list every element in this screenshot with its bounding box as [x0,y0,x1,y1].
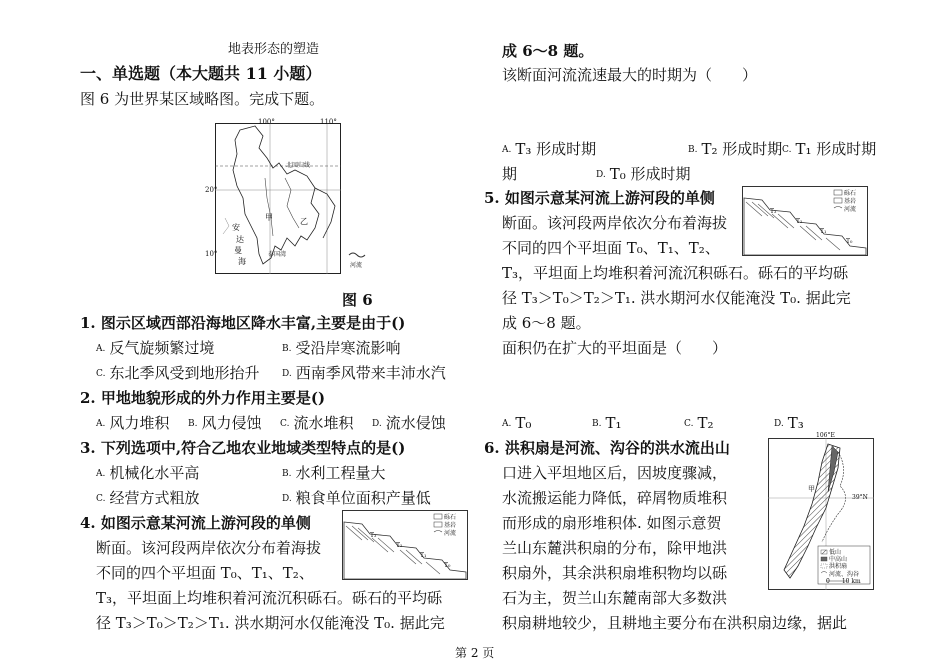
helan-lat-label: 39°N [852,494,868,501]
q3-option-c[interactable]: C. 经营方式粗放 [96,489,200,507]
q4-fig-t2: T₂ [396,542,403,549]
helan-legend-high: 中高山 [829,556,848,563]
q1-option-d[interactable]: D. 西南季风带来丰沛水汽 [282,364,446,382]
q1-stem: 1. 图示区域西部沿海地区降水丰富,主要是由于() [80,314,406,332]
q1-option-c[interactable]: C. 东北季风受到地形抬升 [96,364,260,382]
q4-fig-t1: T₁ [420,552,427,559]
helan-legend-river: 河流、沟谷 [829,571,860,578]
q4-line-2: 断面。该河段两岸依次分布着海拔 [96,539,322,557]
q5-line-6: 成 6～8 题。 [502,314,591,332]
q2-stem: 2. 甲地地貌形成的外力作用主要是() [80,389,326,407]
q6-line-1: 6. 洪积扇是河流、沟谷的洪水流出山 [484,439,730,457]
q5-option-a[interactable]: A. T₀ [502,414,532,432]
q4-option-c[interactable]: C. T₁ 形成时期 [782,140,877,158]
q4-fig-t0: T₀ [444,562,451,569]
q5-option-b[interactable]: B. T₁ [592,414,622,432]
map-lon-100: 100° [258,118,275,126]
q5-line-3: 不同的四个平坦面 T₀、T₁、T₂、 [502,239,720,257]
map-label-hai: 海 [238,257,246,266]
helan-jia-label: 甲 [808,485,815,493]
right-top-line-1: 成 6～8 题。 [502,42,594,60]
q4-line-4: T₃，平坦面上均堆积着河流沉积砾石。砾石的平均砾 [96,589,443,607]
q4-option-d[interactable]: D. T₀ 形成时期 [596,165,691,183]
q2-option-a[interactable]: A. 风力堆积 [96,414,170,432]
map-label-man: 曼 [234,246,242,255]
q3-option-d[interactable]: D. 粮食单位面积产量低 [282,489,431,507]
helan-legend-low: 低山 [829,549,842,556]
q5-fig-legend-gravel: 砾石 [844,190,857,197]
q3-option-a[interactable]: A. 机械化水平高 [96,464,200,482]
q6-line-2: 口进入平坦地区后，因坡度骤减， [502,464,728,482]
q6-line-7: 石为主，贺兰山东麓南部大多数洪 [502,589,728,607]
page-number: 第 2 页 [455,646,495,660]
map-lon-110: 110° [320,118,337,126]
q5-fig-t2: T₂ [796,218,803,225]
q5-line-5: 径 T₃＞T₀＞T₂＞T₁. 洪水期河水仅能淹没 T₀. 据此完 [502,289,851,307]
helan-fan-map [768,438,874,590]
q4-fig-legend-bedrock: 基岩 [444,522,457,529]
q5-fig-t1: T₁ [820,228,827,235]
q1-option-b[interactable]: B. 受沿岸寒流影响 [282,339,401,357]
q3-stem: 3. 下列选项中,符合乙地农业地域类型特点的是() [80,439,406,457]
map-label-an: 安 [232,223,240,232]
map-label-yi: 乙 [300,217,308,226]
q2-option-c[interactable]: C. 流水堆积 [280,414,354,432]
map-legend-river: 河流 [350,262,363,269]
q5-fig-t3: T₃ [770,208,777,215]
q6-line-3: 水流搬运能力降低，碎屑物质堆积 [502,489,728,507]
q4-line-5: 径 T₃＞T₀＞T₂＞T₁. 洪水期河水仅能淹没 T₀. 据此完 [96,614,445,632]
q4-line-1: 4. 如图示意某河流上游河段的单侧 [80,514,311,532]
q2-option-d[interactable]: D. 流水侵蚀 [372,414,446,432]
doc-title: 地表形态的塑造 [228,42,320,57]
q4-fig-legend-river: 河流 [444,530,457,537]
map-label-jia: 甲 [265,213,273,222]
q6-line-8: 积扇耕地较少，且耕地主要分布在洪积扇边缘，据此 [502,614,848,632]
q6-line-4: 而形成的扇形堆积体. 如图示意贺 [502,514,722,532]
river-legend-icon [348,250,366,260]
q4-option-b[interactable]: B. T₂ 形成时期 [688,140,783,158]
intro-text: 图 6 为世界某区域略图。完成下题。 [80,90,325,108]
q5-option-c[interactable]: C. T₂ [684,414,714,432]
q5-fig-legend-river: 河流 [844,206,857,213]
q4-fig-legend-gravel: 砾石 [444,514,457,521]
q5-line-4: T₃，平坦面上均堆积着河流沉积砾石。砾石的平均砾 [502,264,849,282]
right-top-line-2: 该断面河流流速最大的时期为（ ） [502,66,758,84]
q5-line-1: 5. 如图示意某河流上游河段的单侧 [484,189,715,207]
helan-scale: 0 10 km [826,578,861,585]
map-tropic-label: 北回归线 [286,162,311,169]
q5-fig-legend-bedrock: 基岩 [844,198,857,205]
q6-line-5: 兰山东麓洪积扇的分布，除甲地洪 [502,539,728,557]
q4-option-c-wrap: 期 [502,165,518,183]
section-heading: 一、单选题（本大题共 11 小题） [80,64,322,83]
map-label-gulf: 泰国湾 [268,251,287,258]
map-lat-20: 20° [205,186,218,194]
q5-line-2: 断面。该河段两岸依次分布着海拔 [502,214,728,232]
q5-option-d[interactable]: D. T₃ [774,414,804,432]
helan-legend-fan: 洪积扇 [829,563,848,570]
map-lat-10: 10° [205,250,218,258]
q4-line-3: 不同的四个平坦面 T₀、T₁、T₂、 [96,564,314,582]
helan-lon-label: 106°E [816,432,835,439]
q2-option-b[interactable]: B. 风力侵蚀 [188,414,262,432]
q5-line-7: 面积仍在扩大的平坦面是（ ） [502,339,728,357]
q4-fig-t3: T₃ [370,532,377,539]
q6-line-6: 积扇外，其余洪积扇堆积物均以砾 [502,564,728,582]
figure-6-caption: 图 6 [342,291,373,309]
q1-option-a[interactable]: A. 反气旋频繁过境 [96,339,215,357]
q5-fig-t0: T₀ [846,238,853,245]
q4-option-a[interactable]: A. T₃ 形成时期 [502,140,597,158]
map-label-da: 达 [236,235,244,244]
q3-option-b[interactable]: B. 水利工程量大 [282,464,386,482]
